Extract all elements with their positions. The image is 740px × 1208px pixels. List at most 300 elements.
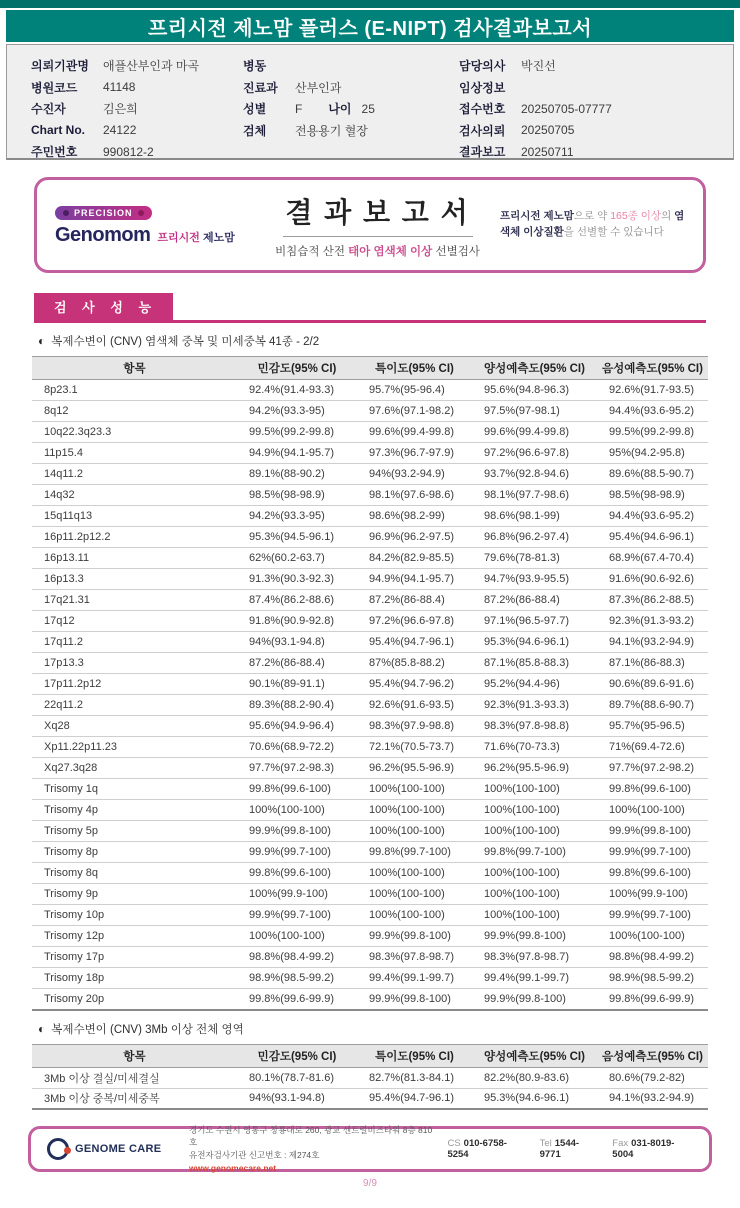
table-row (32, 1088, 708, 1109)
table-cell: 89.3%(88.2-90.4) (237, 695, 357, 716)
half-circle-icon: ◐ (38, 334, 46, 348)
field-value: 24122 (103, 123, 137, 138)
table-cell: Trisomy 18p (32, 968, 237, 989)
table-cell: 89.7%(88.6-90.7) (597, 695, 708, 716)
field-value: 김은희 (103, 102, 138, 117)
table-cell: 95.4%(94.7-96.1) (369, 1092, 454, 1105)
table-cell: 100%(100-100) (237, 926, 357, 947)
field-value: 박진선 (521, 59, 556, 74)
table-row (32, 800, 708, 821)
table-cell: 11p15.4 (32, 443, 237, 464)
table-row (32, 863, 708, 884)
table-row (32, 779, 708, 800)
table-cell: 71.6%(70-73.3) (472, 737, 597, 758)
subtitle-pre: 비침습적 산전 (275, 246, 349, 258)
table-cell: 71%(69.4-72.6) (597, 737, 708, 758)
table-cell: 92.6%(91.6-93.5) (357, 695, 472, 716)
banner-title: 결 과 보 고 서 (285, 197, 470, 228)
column-header: 특이도(95% CI) (357, 357, 472, 380)
website-link[interactable]: www.genomecare.net (189, 1162, 277, 1173)
cnv3mb-subtitle: 복제수변이 (CNV) 3Mb 이상 전체 영역 (51, 1023, 244, 1036)
column-header: 음성예측도(95% CI) (597, 1044, 708, 1067)
table-row (32, 590, 708, 611)
table-cell: 98.9%(98.5-99.2) (597, 968, 708, 989)
table-row (32, 695, 708, 716)
table-cell: 98.3%(97.8-98.8) (472, 716, 597, 737)
field-value: 전용용기 혈장 (295, 123, 368, 138)
table-cell: 100%(100-100) (357, 884, 472, 905)
table-cell: 100%(100-100) (472, 905, 597, 926)
table-cell: 95.4%(94.7-96.2) (357, 674, 472, 695)
table-cell: 97.2%(96.6-97.8) (357, 611, 472, 632)
patient-info-panel (6, 44, 734, 160)
table-cell: 99.9%(99.7-100) (237, 842, 357, 863)
table-cell: 92.4%(91.4-93.3) (237, 380, 357, 401)
subtitle-post: 선별검사 (432, 246, 480, 258)
table-cell: Trisomy 5p (32, 821, 237, 842)
table-cell: 87%(85.8-88.2) (357, 653, 472, 674)
table-cell: 95%(94.2-95.8) (597, 443, 708, 464)
note-count-accent: 165종 이상 (610, 210, 662, 223)
genomecare-logo (47, 1138, 175, 1160)
table-cell: Xq27.3q28 (32, 758, 237, 779)
table-row (32, 716, 708, 737)
table-cell: 99.8%(99.6-99.9) (609, 992, 694, 1005)
brand-kr: 제노맘 (202, 232, 235, 244)
table-row (32, 989, 708, 1010)
field-label: 진료과 (243, 80, 278, 95)
table-cell: 100%(100-100) (472, 800, 597, 821)
table-cell: 99.8%(99.6-100) (237, 779, 357, 800)
table-cell: 94.2%(93.3-95) (237, 506, 357, 527)
table-cell: 98.1%(97.7-98.6) (472, 485, 597, 506)
table-cell: 70.6%(68.9-72.2) (237, 737, 357, 758)
table-row (32, 1067, 708, 1088)
table-cell: 87.1%(85.8-88.3) (472, 653, 597, 674)
field-label: 결과보고 (459, 145, 506, 160)
table-cell: 17p11.2p12 (32, 674, 237, 695)
table-row (32, 653, 708, 674)
table-cell: 100%(100-100) (357, 863, 472, 884)
table-cell: 96.2%(95.5-96.9) (357, 758, 472, 779)
precision-badge-label: PRECISION (74, 208, 133, 218)
table-cell: 99.6%(99.4-99.8) (472, 422, 597, 443)
table-cell: 95.3%(94.6-96.1) (472, 632, 597, 653)
table-cell: 90.1%(89-91.1) (237, 674, 357, 695)
table-header-row (32, 1044, 708, 1067)
table-row (32, 401, 708, 422)
table-cell: 100%(100-100) (472, 821, 597, 842)
table-cell: Trisomy 8q (32, 863, 237, 884)
table-cell: 99.9%(99.7-100) (237, 905, 357, 926)
field-hospital-code (31, 77, 199, 99)
brand-kr-accent: 프리시전 (157, 232, 200, 244)
field-label: 담당의사 (459, 59, 506, 74)
table-cell: 82.2%(80.9-83.6) (472, 1067, 597, 1088)
table-cell: 15q11q13 (32, 506, 237, 527)
table-cell: 98.5%(98-98.9) (597, 485, 708, 506)
field-rrn (31, 141, 199, 163)
field-clinical-info (459, 77, 612, 99)
table-cell: 16p13.11 (32, 548, 237, 569)
field-chart-no (31, 120, 199, 142)
field-receipt-no (459, 98, 612, 120)
table-cell: 96.2%(95.5-96.9) (472, 758, 597, 779)
table-cell: Trisomy 10p (32, 905, 237, 926)
table-cell: 97.2%(96.6-97.8) (472, 443, 597, 464)
genomom-logo (55, 203, 255, 247)
cnv3mb-subtitle-row (38, 1021, 706, 1037)
table-cell: 95.4%(94.7-96.1) (357, 632, 472, 653)
field-examinee (31, 98, 199, 120)
table-cell: 72.1%(70.5-73.7) (357, 737, 472, 758)
table-header-row (32, 357, 708, 380)
footer-address-line1: 경기도 수원시 영통구 창룡대로 260, 광교 센트럴비즈타워 8층 810호 (189, 1124, 433, 1148)
field-label: 임상정보 (459, 80, 506, 95)
cs-label: CS (447, 1138, 461, 1149)
field-value: F (295, 101, 303, 116)
table-cell: 100%(100-100) (357, 821, 472, 842)
table-cell: 98.3%(97.8-98.7) (357, 947, 472, 968)
half-circle-icon: ◐ (38, 1021, 46, 1036)
table-cell: 99.8%(99.6-100) (597, 779, 708, 800)
table-cell: 17q11.2 (32, 632, 237, 653)
field-value: 산부인과 (295, 80, 342, 95)
table-cell: 95.7%(95-96.5) (597, 716, 708, 737)
table-cell: 97.6%(97.1-98.2) (357, 401, 472, 422)
table-cell: 99.8%(99.6-100) (237, 863, 357, 884)
field-label: 검사의뢰 (459, 123, 506, 138)
table-cell: 22q11.2 (32, 695, 237, 716)
table-cell: 96.8%(96.2-97.4) (472, 527, 597, 548)
table-cell: Xq28 (32, 716, 237, 737)
table-row (32, 674, 708, 695)
table-cell: 8q12 (32, 401, 237, 422)
table-row (32, 968, 708, 989)
field-ward (243, 55, 375, 77)
table-cell: 98.5%(98-98.9) (237, 485, 357, 506)
field-doctor (459, 55, 612, 77)
table-cell: 14q32 (32, 485, 237, 506)
table-cell: 100%(100-100) (357, 800, 472, 821)
table-cell: 99.5%(99.2-99.8) (597, 422, 708, 443)
table-cell: 95.4%(94.6-96.1) (597, 527, 708, 548)
field-value: 20250705-07777 (521, 101, 612, 116)
precision-badge (55, 206, 152, 220)
field-label: 나이 (328, 102, 352, 117)
table-cell: 99.8%(99.7-100) (357, 842, 472, 863)
cnv3mb-performance-table (32, 1044, 708, 1111)
column-header: 특이도(95% CI) (357, 1044, 472, 1067)
column-header: 민감도(95% CI) (237, 1044, 357, 1067)
brand-name: Genomom (55, 224, 151, 246)
table-cell: 98.6%(98.1-99) (472, 506, 597, 527)
cs-contact (447, 1138, 525, 1160)
table-cell: 97.3%(96.7-97.9) (357, 443, 472, 464)
table-cell: 94.1%(93.2-94.9) (609, 1092, 694, 1105)
table-row (32, 422, 708, 443)
note-text: 으로 약 (573, 210, 611, 223)
table-cell: 99.8%(99.6-99.9) (249, 992, 334, 1005)
table-cell: 100%(99.9-100) (237, 884, 357, 905)
badge-dot-icon (138, 210, 144, 216)
column-header: 항목 (32, 357, 237, 380)
field-label: Chart No. (31, 123, 85, 138)
table-cell: 94.2%(93.3-95) (237, 401, 357, 422)
table-cell: 94.7%(93.9-95.5) (472, 569, 597, 590)
table-cell: 98.8%(98.4-99.2) (237, 947, 357, 968)
note-text: 의 (661, 210, 675, 223)
table-cell: 68.9%(67.4-70.4) (597, 548, 708, 569)
field-value: 20250711 (521, 144, 574, 159)
table-row (32, 758, 708, 779)
table-cell: 96.9%(96.2-97.5) (357, 527, 472, 548)
brand-korean-name (157, 229, 234, 245)
field-specimen (243, 120, 375, 142)
table-cell: 94%(93.2-94.9) (357, 464, 472, 485)
subtitle-accent: 태아 염색체 이상 (348, 246, 433, 258)
table-cell: 87.2%(86-88.4) (472, 590, 597, 611)
field-org (31, 55, 199, 77)
table-row (32, 506, 708, 527)
table-row (32, 926, 708, 947)
table-cell: 89.6%(88.5-90.7) (597, 464, 708, 485)
table-cell: 100%(100-100) (472, 779, 597, 800)
table-cell: Trisomy 4p (32, 800, 237, 821)
table-cell: 17q12 (32, 611, 237, 632)
table-cell: 89.1%(88-90.2) (237, 464, 357, 485)
table-row (32, 569, 708, 590)
field-value: 990812-2 (103, 144, 154, 159)
table-row (32, 632, 708, 653)
table-cell: 14q11.2 (32, 464, 237, 485)
table-cell: 98.9%(98.5-99.2) (237, 968, 357, 989)
field-value: 41148 (103, 80, 136, 95)
table-cell: 3Mb 이상 결실/미세결실 (32, 1067, 237, 1088)
table-cell: 87.1%(86-88.3) (597, 653, 708, 674)
table-cell: 95.2%(94.4-96) (472, 674, 597, 695)
table-cell: 10q22.3q23.3 (32, 422, 237, 443)
table-cell: 95.7%(95-96.4) (357, 380, 472, 401)
column-header: 양성예측도(95% CI) (472, 1044, 597, 1067)
report-title: 프리시전 제노맘 플러스 (E-NIPT) 검사결과보고서 (147, 17, 593, 40)
field-label: 병동 (243, 59, 267, 74)
column-header: 양성예측도(95% CI) (472, 357, 597, 380)
genomecare-logo-text: GENOME CARE (75, 1143, 162, 1155)
table-cell: 99.9%(99.7-100) (597, 842, 708, 863)
table-cell: 100%(100-100) (357, 779, 472, 800)
table-cell: 99.8%(99.6-100) (597, 863, 708, 884)
badge-dot-icon (63, 210, 69, 216)
table-row (32, 443, 708, 464)
table-cell: 98.3%(97.8-98.7) (472, 947, 597, 968)
table-row (32, 464, 708, 485)
page-number: 9/9 (363, 1178, 377, 1189)
table-cell: 91.8%(90.9-92.8) (237, 611, 357, 632)
genomecare-mark-icon (47, 1138, 69, 1160)
note-text: 을 선별할 수 있습니다 (563, 226, 664, 238)
note-brand: 프리시전 제노맘 (500, 210, 574, 223)
top-accent-bar (0, 0, 740, 8)
table-cell: 92.3%(91.3-93.3) (472, 695, 597, 716)
table-cell: 99.6%(99.4-99.8) (357, 422, 472, 443)
field-label: 접수번호 (459, 102, 506, 117)
banner-divider (283, 236, 473, 237)
table-cell: 80.1%(78.7-81.6) (237, 1067, 357, 1088)
table-cell: 84.2%(82.9-85.5) (357, 548, 472, 569)
cnv41-subtitle: 복제수변이 (CNV) 염색체 중복 및 미세중복 41종 - 2/2 (51, 336, 320, 348)
table-cell: 100%(100-100) (597, 800, 708, 821)
field-sex-age (243, 98, 375, 120)
table-row (32, 527, 708, 548)
field-label: 수진자 (31, 102, 66, 117)
banner-subtitle (255, 243, 500, 259)
table-row (32, 485, 708, 506)
tel-number: 1544-9771 (539, 1138, 580, 1160)
table-cell: 99.4%(99.1-99.7) (357, 968, 472, 989)
table-cell: 99.9%(99.8-100) (484, 992, 566, 1005)
banner-center (255, 191, 500, 259)
table-row (32, 842, 708, 863)
field-value: 애플산부인과 마곡 (103, 59, 200, 74)
footer-address-line2: 유전자검사기관 신고번호 : 제274호 (189, 1150, 320, 1160)
table-cell: 92.6%(91.7-93.5) (597, 380, 708, 401)
table-cell: 87.2%(86-88.4) (357, 590, 472, 611)
table-cell: 62%(60.2-63.7) (237, 548, 357, 569)
table-cell: 17p13.3 (32, 653, 237, 674)
table-cell: 8p23.1 (32, 380, 237, 401)
tel-contact (540, 1138, 599, 1160)
table-cell: 100%(100-100) (357, 905, 472, 926)
field-label: 병원코드 (31, 80, 78, 95)
table-cell: Trisomy 9p (32, 884, 237, 905)
table-cell: Trisomy 8p (32, 842, 237, 863)
patient-info-column-left (31, 55, 199, 163)
table-cell: 100%(99.9-100) (597, 884, 708, 905)
table-cell: 94%(93.1-94.8) (237, 632, 357, 653)
table-cell: 93.7%(92.8-94.6) (472, 464, 597, 485)
tel-label: Tel (539, 1138, 552, 1149)
fax-number: 031-8019-5004 (612, 1138, 675, 1160)
table-cell: 17q21.31 (32, 590, 237, 611)
section-header (34, 293, 706, 323)
table-row (32, 884, 708, 905)
field-request-date (459, 120, 612, 142)
table-cell: 97.5%(97-98.1) (472, 401, 597, 422)
cs-number: 010-6758-5254 (447, 1138, 507, 1160)
table-cell: Trisomy 17p (32, 947, 237, 968)
table-cell: 98.3%(97.9-98.8) (357, 716, 472, 737)
table-cell: 94.1%(93.2-94.9) (597, 632, 708, 653)
fax-contact (612, 1138, 693, 1160)
table-cell: 97.7%(97.2-98.2) (597, 758, 708, 779)
column-header: 음성예측도(95% CI) (597, 357, 708, 380)
table-cell: 99.9%(99.8-100) (597, 821, 708, 842)
table-cell: 97.7%(97.2-98.3) (237, 758, 357, 779)
section-title: 검 사 성 능 (34, 293, 173, 320)
table-cell: 3Mb 이상 중복/미세중복 (44, 1093, 160, 1106)
table-cell: Xp11.22p11.23 (32, 737, 237, 758)
table-row (32, 947, 708, 968)
banner-note (500, 209, 685, 241)
table-cell: 99.9%(99.8-100) (237, 821, 357, 842)
table-cell: 95.3%(94.6-96.1) (484, 1092, 569, 1105)
table-row (32, 380, 708, 401)
table-cell: 100%(100-100) (237, 800, 357, 821)
patient-info-column-right (459, 55, 612, 163)
table-cell: 87.3%(86.2-88.5) (597, 590, 708, 611)
table-cell: 100%(100-100) (472, 884, 597, 905)
footer-address-block (189, 1124, 433, 1175)
field-dept (243, 77, 375, 99)
table-cell: 99.5%(99.2-99.8) (237, 422, 357, 443)
table-cell: 94.4%(93.6-95.2) (597, 401, 708, 422)
footer-panel (28, 1126, 712, 1172)
table-cell: 94.9%(94.1-95.7) (237, 443, 357, 464)
table-cell: 90.6%(89.6-91.6) (597, 674, 708, 695)
table-cell: 99.8%(99.7-100) (472, 842, 597, 863)
footer-contacts (447, 1138, 693, 1160)
table-cell: 16p11.2p12.2 (32, 527, 237, 548)
table-cell: 99.9%(99.8-100) (369, 992, 451, 1005)
table-cell: 99.4%(99.1-99.7) (472, 968, 597, 989)
table-cell: 87.4%(86.2-88.6) (237, 590, 357, 611)
table-cell: 92.3%(91.3-93.2) (597, 611, 708, 632)
table-cell: 79.6%(78-81.3) (472, 548, 597, 569)
table-cell: 94%(93.1-94.8) (249, 1092, 325, 1105)
table-cell: Trisomy 20p (44, 992, 105, 1005)
table-cell: 80.6%(79.2-82) (597, 1067, 708, 1088)
field-label: 의뢰기관명 (31, 59, 89, 74)
cnv41-performance-table (32, 356, 708, 1011)
table-cell: 91.6%(90.6-92.6) (597, 569, 708, 590)
table-cell: 94.9%(94.1-95.7) (357, 569, 472, 590)
table-cell: 16p13.3 (32, 569, 237, 590)
table-cell: 94.4%(93.6-95.2) (597, 506, 708, 527)
table-cell: 97.1%(96.5-97.7) (472, 611, 597, 632)
field-label: 검체 (243, 123, 267, 138)
note-disease: 염색체 이상질환 (500, 210, 685, 238)
field-label: 주민번호 (31, 145, 78, 160)
table-cell: Trisomy 1q (32, 779, 237, 800)
table-cell: 99.9%(99.8-100) (357, 926, 472, 947)
table-cell: Trisomy 12p (32, 926, 237, 947)
patient-info-column-middle (243, 55, 375, 141)
cnv41-subtitle-row (38, 333, 706, 349)
field-label: 성별 (243, 102, 267, 117)
table-cell: 100%(100-100) (472, 863, 597, 884)
table-row (32, 821, 708, 842)
report-title-bar (6, 10, 734, 42)
table-cell: 95.6%(94.8-96.3) (472, 380, 597, 401)
table-cell: 95.3%(94.5-96.1) (237, 527, 357, 548)
table-cell: 99.9%(99.8-100) (472, 926, 597, 947)
table-cell: 82.7%(81.3-84.1) (357, 1067, 472, 1088)
table-cell: 100%(100-100) (597, 926, 708, 947)
field-value: 20250705 (521, 123, 575, 138)
table-cell: 98.1%(97.6-98.6) (357, 485, 472, 506)
column-header: 민감도(95% CI) (237, 357, 357, 380)
table-cell: 99.9%(99.7-100) (597, 905, 708, 926)
table-row (32, 611, 708, 632)
table-cell: 95.6%(94.9-96.4) (237, 716, 357, 737)
field-report-date (459, 141, 612, 163)
column-header: 항목 (32, 1044, 237, 1067)
table-cell: 91.3%(90.3-92.3) (237, 569, 357, 590)
field-value: 25 (361, 101, 375, 116)
table-row (32, 905, 708, 926)
table-row (32, 548, 708, 569)
